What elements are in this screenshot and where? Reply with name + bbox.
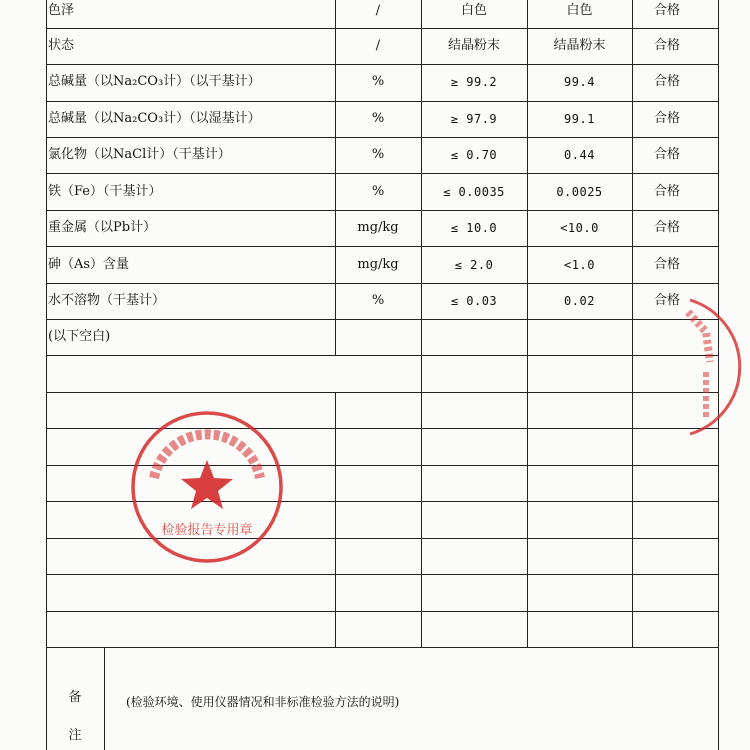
row-divider (46, 246, 718, 247)
item-standard: 结晶粉末 (447, 38, 500, 53)
item-unit: / (375, 38, 381, 53)
item-unit: mg/kg (357, 257, 399, 272)
row-divider (46, 64, 718, 65)
column-divider (335, 392, 336, 647)
seal-caption: 检验报告专用章 (161, 523, 253, 538)
item-standard: ≤ 0.70 (450, 148, 498, 162)
row-divider (46, 611, 718, 612)
item-result: <1.0 (564, 258, 595, 272)
item-name: 水不溶物（干基计） (48, 293, 166, 308)
item-result: 0.0025 (556, 185, 603, 199)
row-divider (46, 101, 718, 102)
item-judgement: 合格 (653, 293, 680, 308)
row-divider (46, 355, 718, 356)
row-divider (46, 283, 718, 284)
item-name: 氯化物（以NaCl计）（干基计） (48, 147, 231, 162)
remarks-label-bottom: 注 (68, 728, 82, 743)
item-judgement: 合格 (653, 220, 680, 235)
item-name: 色泽 (48, 3, 75, 18)
item-result: 结晶粉末 (553, 38, 606, 53)
item-result: <10.0 (560, 221, 599, 235)
blank-below-note: (以下空白) (48, 329, 111, 344)
item-judgement: 合格 (653, 111, 680, 126)
row-divider (46, 392, 718, 393)
column-divider (632, 0, 633, 647)
item-standard: ≤ 0.03 (450, 294, 498, 308)
item-standard: ≥ 99.2 (450, 75, 498, 89)
partial-seal-right (660, 292, 750, 442)
item-judgement: 合格 (653, 74, 680, 89)
item-standard: ≤ 0.0035 (443, 185, 505, 199)
item-name: 砷（As）含量 (48, 257, 130, 272)
item-result: 99.1 (564, 112, 595, 126)
item-result: 0.44 (564, 148, 595, 162)
item-judgement: 合格 (653, 184, 680, 199)
item-result: 99.4 (564, 75, 595, 89)
item-name: 铁（Fe）（干基计） (48, 184, 162, 199)
item-name: 总碱量（以Na₂CO₃计）（以干基计） (48, 74, 261, 89)
item-name: 状态 (48, 38, 75, 53)
item-result: 0.02 (564, 294, 595, 308)
item-judgement: 合格 (653, 3, 680, 18)
item-standard: 白色 (460, 3, 487, 18)
column-divider (421, 0, 422, 647)
table-border-left (46, 0, 47, 750)
item-name: 总碱量（以Na₂CO₃计）（以湿基计） (48, 111, 261, 126)
remarks-divider (104, 647, 105, 750)
official-seal (128, 408, 286, 566)
item-unit: % (371, 293, 385, 308)
row-divider (46, 173, 718, 174)
remarks-text: (检验环境、使用仪器情况和非标准检验方法的说明) (126, 695, 400, 709)
item-unit: % (371, 111, 385, 126)
remarks-label-top: 备 (68, 690, 82, 705)
item-standard: ≤ 2.0 (454, 258, 494, 272)
item-result: 白色 (566, 3, 593, 18)
item-standard: ≥ 97.9 (450, 112, 498, 126)
item-unit: / (375, 3, 381, 18)
item-name: 重金属（以Pb计） (48, 220, 157, 235)
column-divider (527, 0, 528, 647)
star-icon (181, 460, 233, 509)
item-judgement: 合格 (653, 257, 680, 272)
item-standard: ≤ 10.0 (450, 221, 498, 235)
row-divider (46, 319, 718, 320)
row-divider (46, 574, 718, 575)
item-unit: % (371, 184, 385, 199)
item-unit: % (371, 147, 385, 162)
item-unit: % (371, 74, 385, 89)
item-judgement: 合格 (653, 38, 680, 53)
row-divider (46, 210, 718, 211)
item-judgement: 合格 (653, 147, 680, 162)
item-unit: mg/kg (357, 220, 399, 235)
row-divider (46, 647, 718, 648)
row-divider (46, 137, 718, 138)
row-divider (46, 28, 718, 29)
